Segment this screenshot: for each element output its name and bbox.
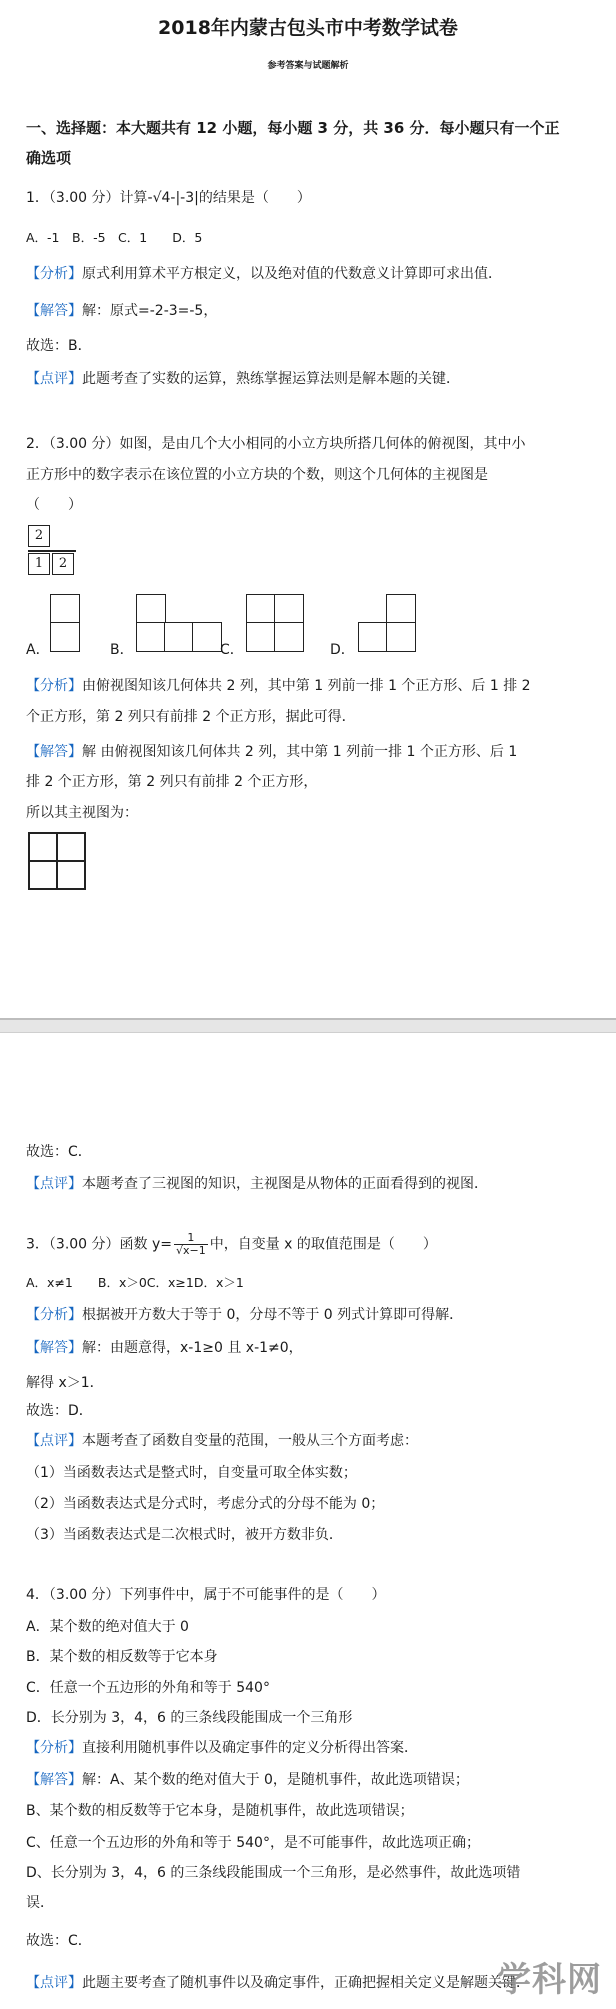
q2-option-c-label: C． [220, 642, 244, 658]
q3-choice: 故选：D． [26, 1403, 93, 1419]
q3-stem-prefix: 3．（3.00 分）函数 y= [26, 1236, 172, 1253]
q4-option-a: A．某个数的绝对值大于 0 [26, 1619, 189, 1635]
comment-tag: 【点评】 [26, 371, 82, 387]
q2-option-a-label: A． [26, 642, 50, 658]
section-heading-line1: 一、选择题：本大题共有 12 小题，每小题 3 分，共 36 分．每小题只有一个正 [26, 119, 560, 137]
watermark-logo: 学科网 [497, 1960, 602, 2000]
q2-stem-line3: （ ） [26, 497, 82, 513]
q3-comment: 本题考查了函数自变量的范围，一般从三个方面考虑： [82, 1433, 418, 1449]
q3-fraction-denominator: √x−1 [176, 1244, 206, 1257]
q4-stem: 4．（3.00 分）下列事件中，属于不可能事件的是（ ） [26, 1587, 386, 1603]
analysis-tag: 【分析】 [26, 266, 82, 282]
comment-tag: 【点评】 [26, 1433, 82, 1449]
q2-option-b-label: B． [110, 642, 134, 658]
page-break [0, 1018, 616, 1033]
grid-line [28, 550, 76, 552]
q1-comment: 此题考查了实数的运算，熟练掌握运算法则是解本题的关键． [82, 371, 460, 387]
q3-comment-row [26, 1431, 418, 1451]
q1-answer-row [26, 301, 217, 321]
section-heading-line2: 确选项 [26, 149, 72, 167]
q2-answer-row-1 [26, 742, 517, 762]
q3-fraction [174, 1232, 208, 1257]
grid-cell: 1 [28, 553, 50, 575]
q4-choice: 故选：C． [26, 1933, 92, 1949]
q2-stem-line1: 2．（3.00 分）如图，是由几个大小相同的小立方块所搭几何体的俯视图，其中小 [26, 436, 526, 452]
q1-choice: 故选：B． [26, 338, 92, 354]
answer-tag: 【解答】 [26, 1340, 82, 1356]
q1-answer: 解：原式=-2-3=-5， [82, 303, 218, 319]
q4-answer-line3: C、任意一个五边形的外角和等于 540°，是不可能事件，故此选项正确； [26, 1835, 480, 1851]
q4-option-d: D．长分别为 3，4，6 的三条线段能围成一个三角形 [26, 1710, 353, 1726]
q2-analysis-line2: 个正方形，第 2 列只有前排 2 个正方形，据此可得． [26, 709, 356, 725]
document-page-2 [0, 1033, 616, 2009]
q3-fraction-numerator: 1 [174, 1232, 208, 1245]
grid-cell: 2 [52, 553, 74, 575]
q3-answer-row [26, 1338, 303, 1358]
q1-analysis: 原式利用算术平方根定义，以及绝对值的代数意义计算即可求出值． [82, 266, 502, 282]
q4-answer-line1: 解：A、某个数的绝对值大于 0，是随机事件，故此选项错误； [82, 1772, 469, 1788]
q2-answer-line2: 排 2 个正方形，第 2 列只有前排 2 个正方形， [26, 774, 318, 790]
q3-point-3: （3）当函数表达式是二次根式时，被开方数非负． [26, 1527, 343, 1543]
analysis-tag: 【分析】 [26, 1307, 82, 1323]
analysis-tag: 【分析】 [26, 678, 82, 694]
q3-stem-row [26, 1232, 437, 1257]
comment-tag: 【点评】 [26, 1975, 82, 1991]
q2-analysis-row-1 [26, 676, 531, 696]
q4-answer-line5: 误． [26, 1895, 54, 1911]
q1-stem: 1．（3.00 分）计算-√4-|-3|的结果是（ ） [26, 190, 311, 206]
q3-answer: 解：由题意得，x-1≥0 且 x-1≠0， [82, 1340, 303, 1356]
answer-tag: 【解答】 [26, 744, 82, 760]
q4-comment: 此题主要考查了随机事件以及确定事件，正确把握相关定义是解题关键． [82, 1975, 530, 1991]
q2-analysis-line1: 由俯视图知该几何体共 2 列，其中第 1 列前一排 1 个正方形、后 1 排 2 [82, 678, 531, 694]
page-title: 2018年内蒙古包头市中考数学试卷 [158, 17, 458, 39]
q2-comment-row [26, 1174, 488, 1194]
q2-answer-line3: 所以其主视图为： [26, 805, 138, 821]
q3-analysis: 根据被开方数大于等于 0，分母不等于 0 列式计算即可得解． [82, 1307, 464, 1323]
answer-tag: 【解答】 [26, 303, 82, 319]
answer-tag: 【解答】 [26, 1772, 82, 1788]
analysis-tag: 【分析】 [26, 1740, 82, 1756]
q3-analysis-row [26, 1305, 463, 1325]
q3-options: A．x≠1 B．x＞0C．x≥1D．x＞1 [26, 1275, 244, 1290]
q2-answer-line1: 解 由俯视图知该几何体共 2 列，其中第 1 列前一排 1 个正方形、后 1 [82, 744, 518, 760]
q1-comment-row [26, 369, 460, 389]
q4-answer-line4: D、长分别为 3，4，6 的三条线段能围成一个三角形，是必然事件，故此选项错 [26, 1865, 521, 1881]
q4-answer-row [26, 1770, 469, 1790]
q4-answer-line2: B、某个数的相反数等于它本身，是随机事件，故此选项错误； [26, 1803, 414, 1819]
q3-point-2: （2）当函数表达式是分式时，考虑分式的分母不能为 0； [26, 1496, 385, 1512]
q4-analysis-row [26, 1738, 418, 1758]
q2-stem-line2: 正方形中的数字表示在该位置的小立方块的个数，则这个几何体的主视图是 [26, 467, 488, 483]
comment-tag: 【点评】 [26, 1176, 82, 1192]
q2-option-d-label: D． [330, 642, 355, 658]
q1-options: A．-1 B．-5 C．1 D．5 [26, 230, 203, 245]
q3-answer2: 解得 x＞1． [26, 1375, 104, 1391]
q1-analysis-row [26, 264, 502, 284]
q4-option-c: C．任意一个五边形的外角和等于 540° [26, 1680, 270, 1696]
grid-cell: 2 [28, 525, 50, 547]
page-subtitle: 参考答案与试题解析 [267, 61, 349, 71]
q3-point-1: （1）当函数表达式是整式时，自变量可取全体实数； [26, 1465, 357, 1481]
q2-comment: 本题考查了三视图的知识，主视图是从物体的正面看得到的视图． [82, 1176, 488, 1192]
q2-choice: 故选：C． [26, 1144, 92, 1160]
q4-comment-row [26, 1973, 530, 1993]
q4-analysis: 直接利用随机事件以及确定事件的定义分析得出答案． [82, 1740, 418, 1756]
q4-option-b: B．某个数的相反数等于它本身 [26, 1649, 218, 1665]
q3-stem-suffix: 中，自变量 x 的取值范围是（ ） [209, 1236, 437, 1253]
